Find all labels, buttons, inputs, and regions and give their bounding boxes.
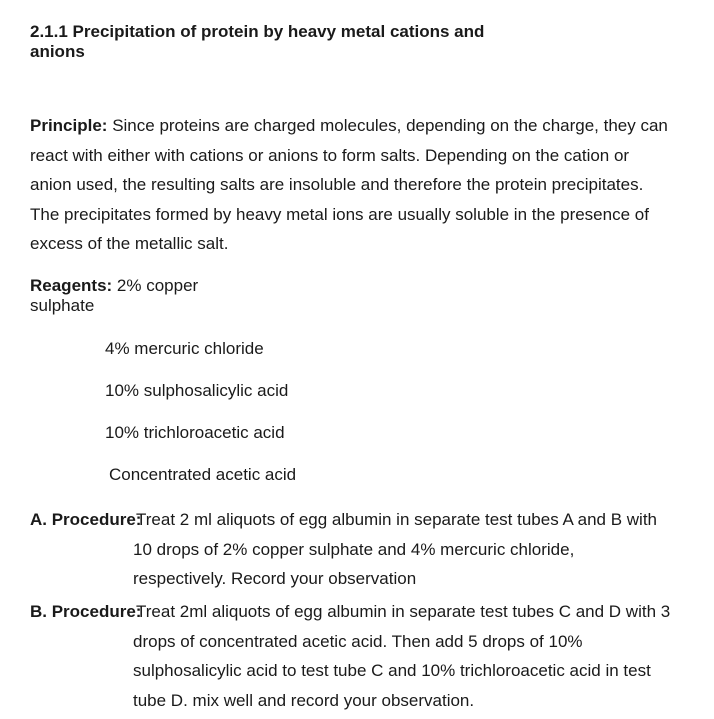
procedure-b-line-3: sulphosalicylic acid to test tube C and 10% trichloroacetic acid in test [133, 661, 651, 680]
principle-line-2: react with either with cations or anions to form salts. Depending on the cation or [30, 145, 630, 165]
principle-line-3: anion used, the resulting salts are insoluble and therefore the protein precipitates. [30, 175, 644, 195]
procedure-b-line-2: drops of concentrated acetic acid. Then add 5 drops of 10% [133, 632, 583, 651]
section-title [30, 22, 484, 62]
procedure-a-line-2: 10 drops of 2% copper sulphate and 4% mercuric chloride, [133, 540, 575, 559]
procedure-b-line-1: Treat 2ml aliquots of egg albumin in separate test tubes C and D with 3 [136, 602, 671, 621]
principle-paragraph [30, 111, 700, 259]
principle-label: Principle: [30, 116, 108, 135]
section-title-line-1: 2.1.1 Precipitation of protein by heavy metal cations and [30, 22, 485, 41]
reagent-item: 4% mercuric chloride [105, 339, 264, 358]
reagent-item: 10% trichloroacetic acid [105, 423, 285, 442]
principle-line-1 [30, 111, 700, 141]
principle-text-1: Since proteins are charged molecules, depending on the charge, they can [107, 116, 668, 135]
reagent-1-part-1: 2% copper [112, 276, 199, 295]
principle-line-4: The precipitates formed by heavy metal ions are usually soluble in the presence of [30, 204, 649, 224]
procedure-b-label: B. Procedure: [30, 602, 142, 621]
reagent-item: Concentrated acetic acid [109, 465, 297, 484]
reagents-label: Reagents: [30, 276, 113, 295]
procedure-a-line-3: respectively. Record your observation [133, 569, 417, 588]
procedure-a-line-1: Treat 2 ml aliquots of egg albumin in separate test tubes A and B with [136, 510, 658, 529]
procedure-a-label: A. Procedure: [30, 510, 142, 529]
reagents-heading [30, 276, 198, 316]
principle-line-5: excess of the metallic salt. [30, 234, 229, 254]
procedure-b-line-4: tube D. mix well and record your observation. [133, 691, 475, 710]
reagent-1-part-2: sulphate [30, 296, 95, 315]
reagent-item: 10% sulphosalicylic acid [105, 381, 289, 400]
section-title-line-2: anions [30, 42, 85, 61]
